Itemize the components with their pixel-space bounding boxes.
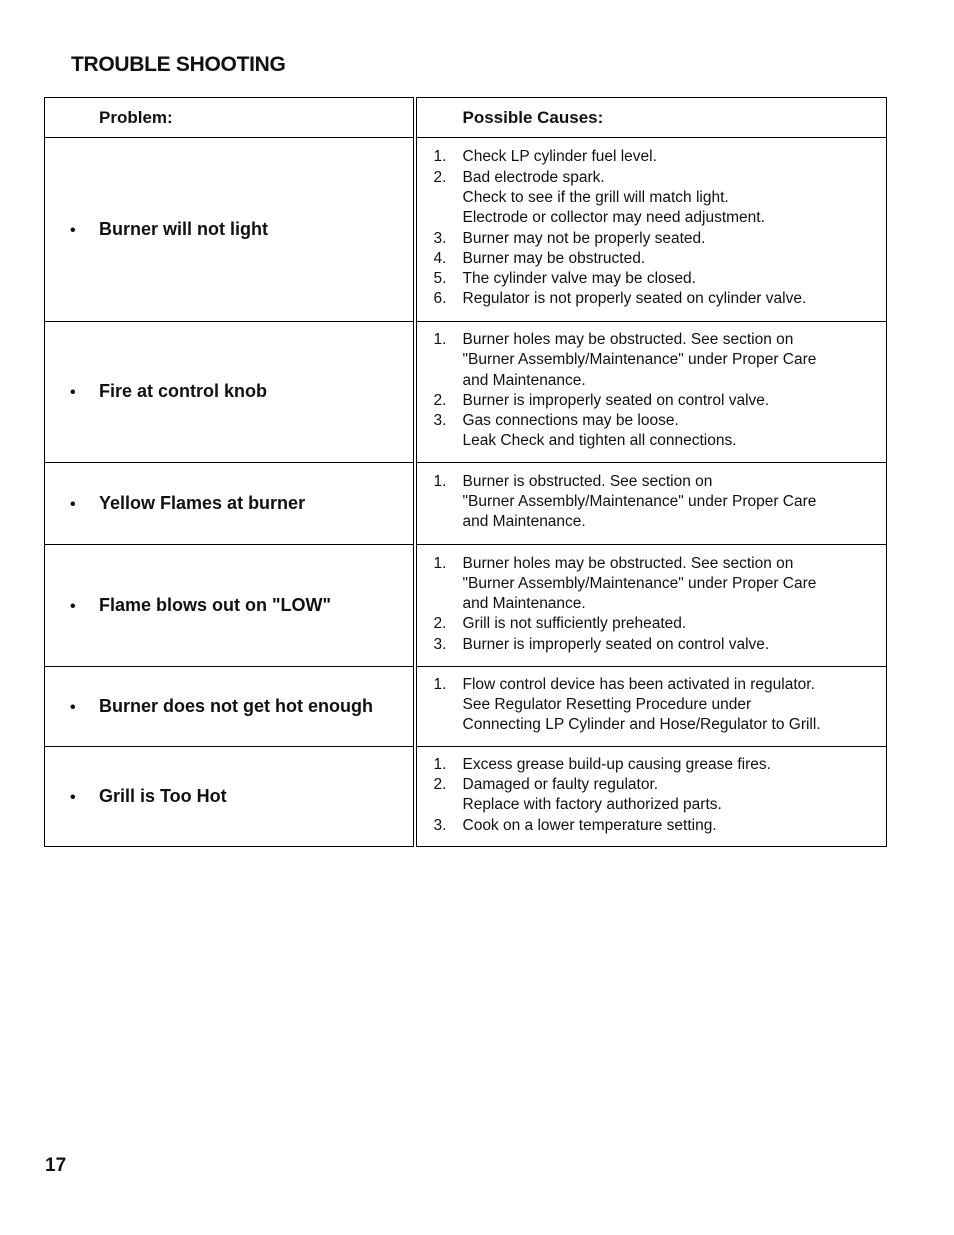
cause-number: 3.: [433, 412, 447, 430]
problem-item: [45, 786, 413, 807]
cause-number: 2.: [433, 776, 447, 794]
causes-list: [417, 139, 887, 319]
problem-cell: [45, 462, 415, 544]
problem-text: Grill is Too Hot: [99, 785, 227, 806]
cause-number: 3.: [433, 635, 447, 653]
cause-text: The cylinder valve may be closed.: [462, 270, 696, 288]
cause-item: [434, 816, 887, 836]
bullet-icon: •: [70, 495, 76, 513]
cause-item: [434, 775, 887, 816]
causes-cell: [415, 746, 887, 846]
problem-text: Fire at control knob: [99, 381, 268, 402]
cause-text: Damaged or faulty regulator. Replace with factory authorized parts.: [462, 776, 722, 814]
cause-item: [434, 635, 887, 655]
troubleshooting-table: [44, 97, 887, 847]
bullet-icon: •: [70, 384, 76, 402]
problem-cell: [45, 138, 415, 322]
problem-cell: [45, 322, 415, 463]
cause-item: [434, 249, 887, 269]
cause-number: 2.: [433, 615, 447, 633]
cause-item: [434, 472, 887, 533]
bullet-icon: •: [70, 597, 76, 615]
cause-text: Burner holes may be obstructed. See section on "Burner Assembly/Maintenance" under Proper Care and Maintenance.: [462, 554, 817, 613]
cause-number: 1.: [433, 148, 447, 166]
causes-list: [417, 747, 887, 846]
table-row: [45, 138, 887, 322]
bullet-icon: •: [70, 788, 76, 806]
problem-text: Flame blows out on "LOW": [99, 594, 332, 615]
bullet-icon: •: [70, 698, 76, 716]
cause-item: [434, 289, 887, 309]
causes-list: [417, 322, 887, 462]
problem-header: Problem:: [99, 107, 173, 127]
cause-item: [434, 755, 887, 775]
problem-item: [45, 696, 413, 717]
cause-item: [434, 554, 887, 615]
cause-number: 6.: [433, 290, 447, 308]
causes-list: [417, 667, 887, 746]
problem-item: [45, 493, 413, 514]
cause-number: 1.: [433, 755, 447, 773]
cause-item: [434, 147, 887, 167]
causes-cell: [415, 666, 887, 746]
cause-item: [434, 330, 887, 391]
cause-text: Burner is improperly seated on control valve.: [462, 391, 770, 409]
problem-text: Yellow Flames at burner: [99, 492, 306, 513]
cause-text: Check LP cylinder fuel level.: [462, 148, 657, 166]
bullet-icon: •: [70, 222, 76, 239]
problem-item: [45, 381, 413, 402]
cause-number: 2.: [433, 168, 447, 186]
cause-text: Burner may be obstructed.: [462, 249, 646, 267]
cause-item: [434, 411, 887, 452]
causes-list: [417, 464, 887, 543]
cause-text: Grill is not sufficiently preheated.: [462, 615, 687, 633]
cause-number: 4.: [433, 249, 447, 267]
cause-text: Cook on a lower temperature setting.: [462, 816, 717, 834]
causes-list: [417, 546, 887, 665]
cause-item: [434, 675, 887, 736]
table-row: [45, 322, 887, 463]
page-number: 17: [45, 1155, 67, 1176]
problem-text: Burner will not light: [99, 219, 268, 239]
cause-item: [434, 614, 887, 634]
problem-cell: [45, 666, 415, 746]
table-row: [45, 544, 887, 666]
problem-item: [45, 219, 413, 240]
causes-header: Possible Causes:: [462, 107, 604, 127]
problem-item: [45, 595, 413, 616]
causes-cell: [415, 544, 887, 666]
cause-item: [434, 229, 887, 249]
cause-text: Gas connections may be loose. Leak Check and tighten all connections.: [462, 412, 737, 450]
cause-number: 3.: [433, 816, 447, 834]
cause-text: Regulator is not properly seated on cylinder valve.: [462, 290, 807, 308]
cause-number: 1.: [433, 675, 447, 693]
cause-text: Excess grease build-up causing grease fires.: [462, 755, 771, 773]
cause-text: Flow control device has been activated in regulator. See Regulator Resetting Procedure under Connecting LP Cylinder and Hose/Regulator to Grill.: [462, 675, 821, 734]
table-row: [45, 462, 887, 544]
causes-cell: [415, 138, 887, 322]
cause-text: Bad electrode spark. Check to see if the grill will match light. Electrode or collector may need adjustment.: [462, 168, 765, 227]
cause-number: 1.: [433, 554, 447, 572]
table-header-row: [45, 98, 887, 138]
cause-number: 5.: [433, 270, 447, 288]
problem-header-cell: [45, 98, 415, 138]
cause-item: [434, 269, 887, 289]
table-row: [45, 746, 887, 846]
cause-number: 1.: [433, 331, 447, 348]
cause-number: 2.: [433, 391, 447, 409]
cause-text: Burner holes may be obstructed. See section on "Burner Assembly/Maintenance" under Proper Care and Maintenance.: [462, 331, 817, 389]
table-row: [45, 666, 887, 746]
cause-item: [434, 391, 887, 411]
problem-text: Burner does not get hot enough: [99, 695, 373, 716]
cause-number: 3.: [433, 229, 447, 247]
causes-cell: [415, 462, 887, 544]
cause-item: [434, 168, 887, 229]
problem-cell: [45, 544, 415, 666]
cause-number: 1.: [433, 472, 447, 490]
problem-cell: [45, 746, 415, 846]
cause-text: Burner is obstructed. See section on "Burner Assembly/Maintenance" under Proper Care and Maintenance.: [462, 472, 817, 531]
cause-text: Burner may not be properly seated.: [462, 229, 706, 247]
page-title: TROUBLE SHOOTING: [71, 53, 286, 76]
causes-cell: [415, 322, 887, 463]
cause-text: Burner is improperly seated on control valve.: [462, 635, 770, 653]
causes-header-cell: [415, 98, 887, 138]
